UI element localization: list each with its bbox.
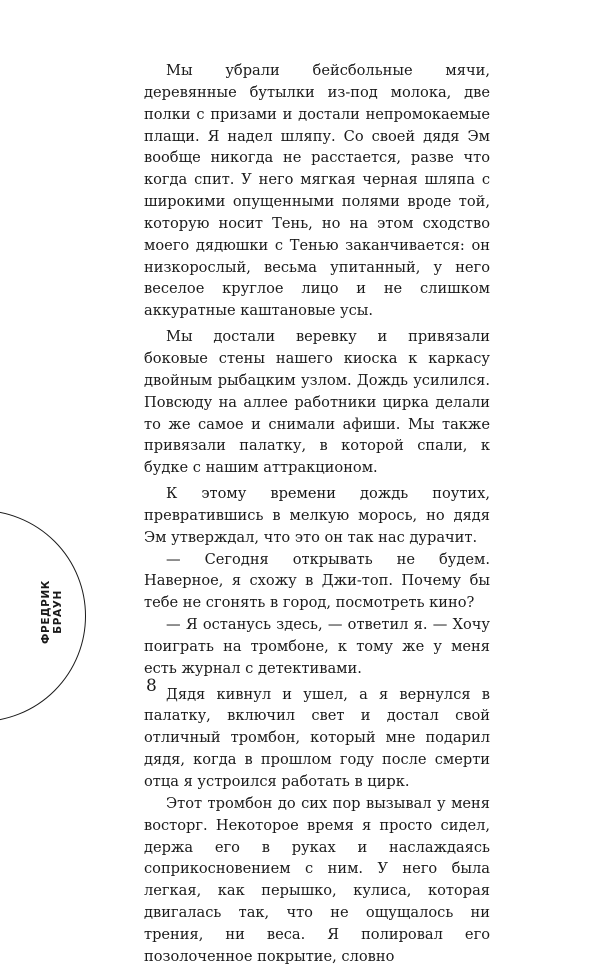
paragraph: Мы убрали бейсбольные мячи, деревянные бутылки из-под молока, две полки с призами и достали непромокаемые плащи. Я надел шляпу. Со своей дядя Эм вообще никогда не расстается, разве что когда спит. У него мягкая черная шляпа с широкими опущенными полями вроде той, которую носит Тень, но на этом сходство моего дядюшки с Тенью заканчивается: он низкорослый, весьма упитанный, у него веселое круглое лицо и не слишком аккуратные каштановые усы.	[144, 62, 490, 320]
author-first-name: ФРЕДРИК	[40, 580, 52, 644]
running-author-name	[40, 580, 64, 644]
paragraph: — Я останусь здесь, — ответил я. — Хочу поиграть на тромбоне, к тому же у меня есть журнал с детективами.	[144, 616, 490, 677]
paragraph: Этот тромбон до сих пор вызывал у меня восторг. Некоторое время я просто сидел, держа его в руках и наслаждаясь соприкосновением с ним. У него была легкая, как перышко, кулиса, которая двигалась так, что не ощущалось ни трения, ни веса. Я полировал его позолоченное покрытие, словно	[144, 794, 490, 965]
page-number: 8	[146, 676, 157, 696]
author-last-name: БРАУН	[52, 590, 64, 634]
body-text	[144, 60, 490, 968]
paragraph: К этому времени дождь поутих, превратившись в мелкую морось, но дядя Эм утверждал, что это он так нас дурачит.	[144, 485, 490, 546]
paragraph: — Сегодня открывать не будем. Наверное, я схожу в Джи-топ. Почему бы тебе не сгонять в город, посмотреть кино?	[144, 550, 490, 612]
paragraph: Мы достали веревку и привязали боковые стены нашего киоска к каркасу двойным рыбацким узлом. Дождь усилился. Повсюду на аллее работники цирка делали то же самое и снимали афиши. Мы также привязали палатку, в которой спали, к будке с нашим аттракционом.	[144, 328, 490, 477]
paragraph: Дядя кивнул и ушел, а я вернулся в палатку, включил свет и достал свой отличный тромбон, который мне подарил дядя, когда в прошлом году после смерти отца я устроился работать в цирк.	[144, 685, 490, 790]
